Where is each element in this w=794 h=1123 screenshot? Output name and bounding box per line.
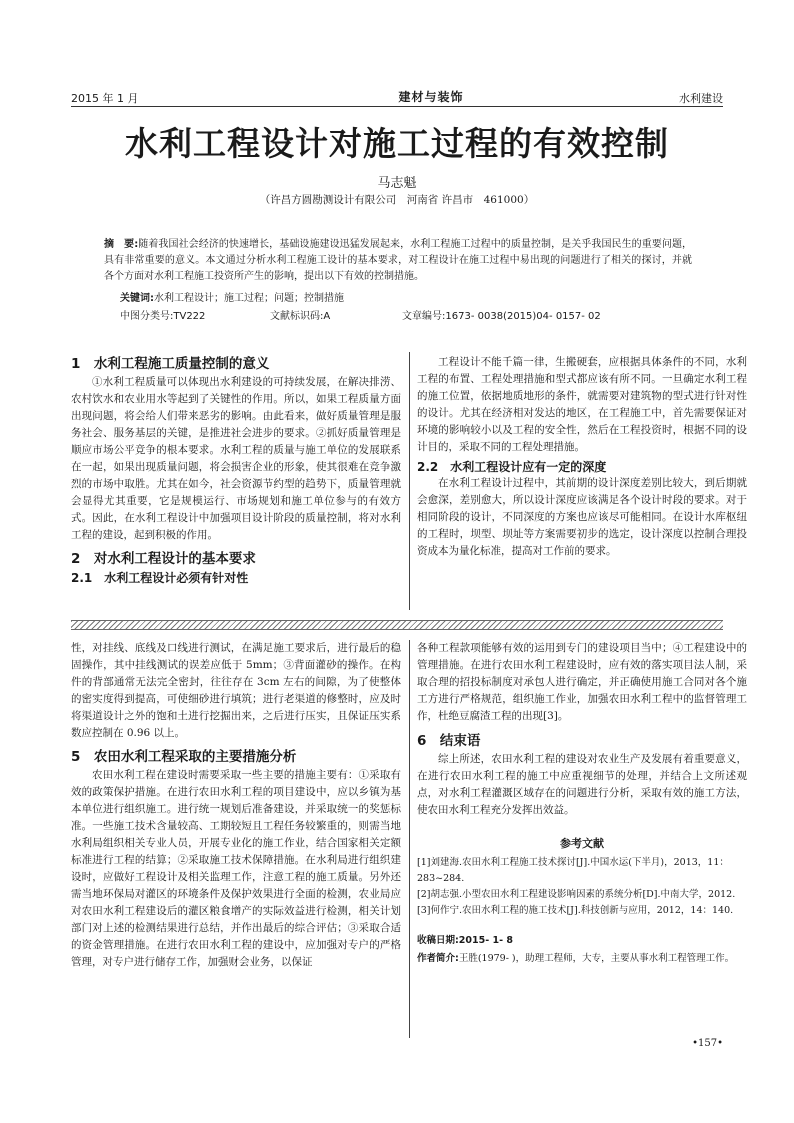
header-rule — [71, 106, 723, 107]
section-6-text: 综上所述，农田水利工程的建设对农业生产及发展有着重要意义，在进行农田水利工程的施工中应重视细节的处理，并结合上文所述观点，对水利工程灌溉区域存在的问题进行分析，采取有效的施工方法，使农田水利工程充分发挥出效益。 — [417, 753, 747, 816]
section-5-text: 农田水利工程在建设时需要采取一些主要的措施主要有：①采取有效的政策保护措施。在进行农田水利工程的项目建设中，应以乡镇为基本单位进行组织施工。进行统一规划后准备建设，并采取统一的奖惩标准。一些施工技术含量较高、工期较短且工程任务较繁重的，则需当地水利局组织相关专业人员，开展专业化的施工作业，结合国家相关定额标准进行工程的结算；②采取施工技术保障措施。在水利局进行组织建设时，应做好工程设计及相关监理工作，注意工程的施工质量。另外还需当地环保局对灌区的环境条件及保护效果进行全面的检测，农业局应对农田水利工程建设后的灌区粮食增产的实际效益进行检测，相关计划部门对上述的检测结果进行总结，并作出最后的综合评估；③采取合适的资金管理措施。在进行农田水利工程的建设中，应加强对专户的严格管理，对专户进行储存工作，加强财会业务，以保证 — [71, 769, 401, 968]
author-bio-label: 作者简介: — [417, 953, 459, 964]
header-section: 水利建设 — [679, 92, 723, 105]
section-5-heading: 5 农田水利工程采取的主要措施分析 — [71, 749, 297, 765]
article-affiliation: （许昌方圆勘测设计有限公司 河南省 许昌市 461000） — [259, 194, 535, 206]
article-number: 文章编号:1673- 0038(2015)04- 0157- 02 — [402, 311, 601, 322]
lower-right-column — [417, 640, 747, 967]
references-heading: 参考文献 — [560, 837, 604, 850]
abstract-text: 随着我国社会经济的快速增长，基础设施建设迅猛发展起来，水利工程施工过程中的质量控制，是关乎我国民生的重要问题，具有非常重要的意义。本文通过分析水利工程施工设计的基本要求，对工程设计在施工过程中易出现的问题进行了相关的探讨，并就各个方面对水利工程施工投资所产生的影响，提出以下有效的控制措施。 — [104, 239, 693, 282]
section-2-heading: 2 对水利工程设计的基本要求 — [71, 551, 256, 567]
section-1-text: ①水利工程质量可以体现出水利建设的可持续发展，在解决排涝、农村饮水和农业用水等起到了关键性的作用。所以，如果工程质量方面出现问题，将会给人们带来恶劣的影响。由此看来，做好质量管理是服务社会、服务基层的关键，是推进社会进步的要求。②抓好质量管理是顺应市场公平竞争的根本要求。水利工程的质量与施工单位的发展联系在一起，如果出现质量问题，将会损害企业的形象，使其很难在竞争激烈的市场中取胜。尤其在如今，社会资源节约型的趋势下，质量管理就会显得尤其重要，它是规模运行、市场规划和施工单位参与的有效方式。因此，在水利工程设计中加强项目设计阶段的质量控制，将对水利工程的建设，起到积极的作用。 — [71, 376, 401, 541]
section-separator — [71, 620, 723, 630]
header-date: 2015 年 1 月 — [71, 92, 139, 105]
section-5-continued: 各种工程款项能够有效的运用到专门的建设项目当中；④工程建设中的管理措施。在进行农田水利工程建设时，应有效的落实项目法人制，采取合理的招投标制度对承包人进行确定，并正确使用施工合同对各个施工方进行严格规范，组织施工作业，加强农田水利工程中的监督管理工作，杜绝豆腐渣工程的出现[3]。 — [417, 642, 747, 722]
continued-text: 性，对挂线、底线及口线进行测试，在满足施工要求后，进行最后的稳固操作，其中挂线测试的误差应低于 5mm；③背面灌砂的操作。在构件的背部通常无法完全密封，往往存在 3cm 左右的间隙，为了使整体的密实度得到提高，可使细砂进行填筑；进行老渠道的修整时，应及时将渠道设计之外的饱和土进行挖掘出来，之后进行压实，且保证压实系数应控制在 0.96 以上。 — [71, 642, 401, 739]
running-header — [71, 88, 723, 106]
section-1-heading: 1 水利工程施工质量控制的意义 — [71, 356, 270, 372]
reference-item: [2]胡志强.小型农田水利工程建设影响因素的系统分析[D].中南大学，2012. — [417, 889, 736, 900]
reference-item: [3]何作宁.农田水利工程的施工技术[J].科技创新与应用，2012，14：140. — [417, 905, 734, 916]
author-bio — [417, 951, 747, 967]
abstract — [104, 237, 692, 285]
section-2-1-text: 工程设计不能千篇一律，生搬硬套，应根据具体条件的不同，水利工程的布置、工程处理措施和型式都应该有所不同。一旦确定水利工程的施工位置，依据地质地形的条件，就需要对建筑物的型式进行针对性的设计。尤其在经济相对发达的地区，在工程施工中，首先需要保证对环境的影响较小以及工程的安全性，然后在工程投资时，根据不同的设计目的，采取不同的工程处理措施。 — [417, 356, 747, 453]
upper-column-divider — [409, 352, 410, 610]
keywords — [120, 289, 692, 304]
section-2-1-heading: 2.1 水利工程设计必须有针对性 — [71, 571, 249, 585]
section-2-2-text: 在水利工程设计过程中，其前期的设计深度差别比较大，到后期就会愈深，差别愈大，所以设计深度应该满足各个设计时段的要求。对于相同阶段的设计，不同深度的方案也应该尽可能相同。在设计水库枢纽的工程时，坝型、坝址等方案需要初步的选定，设计深度以控制合理投资成本为量化标准，提高对工作前的要求。 — [417, 477, 747, 557]
document-code: 文献标识码:A — [270, 311, 331, 322]
reference-item: [1]刘建海.农田水利工程施工技术探讨[J].中国水运(下半月)，2013，11：283~284. — [417, 857, 729, 884]
article-author: 马志魁 — [377, 176, 417, 191]
article-title: 水利工程设计对施工过程的有效控制 — [125, 124, 669, 163]
section-2-2-heading: 2.2 水利工程设计应有一定的深度 — [417, 460, 607, 474]
received-date: 收稿日期:2015- 1- 8 — [417, 935, 513, 946]
upper-left-column — [71, 352, 401, 586]
lower-left-column — [71, 640, 401, 971]
clc-number: 中图分类号:TV222 — [120, 311, 206, 322]
section-6-heading: 6 结束语 — [417, 733, 481, 749]
abstract-label: 摘 要: — [104, 239, 139, 250]
keywords-text: 水利工程设计；施工过程；问题；控制措施 — [154, 293, 344, 304]
header-journal: 建材与装饰 — [398, 90, 464, 104]
lower-column-divider — [409, 640, 410, 1038]
keywords-label: 关键词: — [120, 293, 154, 304]
page-number: •157• — [692, 1038, 723, 1049]
author-bio-text: 王胜(1979- )，助理工程师，大专，主要从事水利工程管理工作。 — [458, 953, 735, 964]
upper-right-column — [417, 354, 747, 560]
